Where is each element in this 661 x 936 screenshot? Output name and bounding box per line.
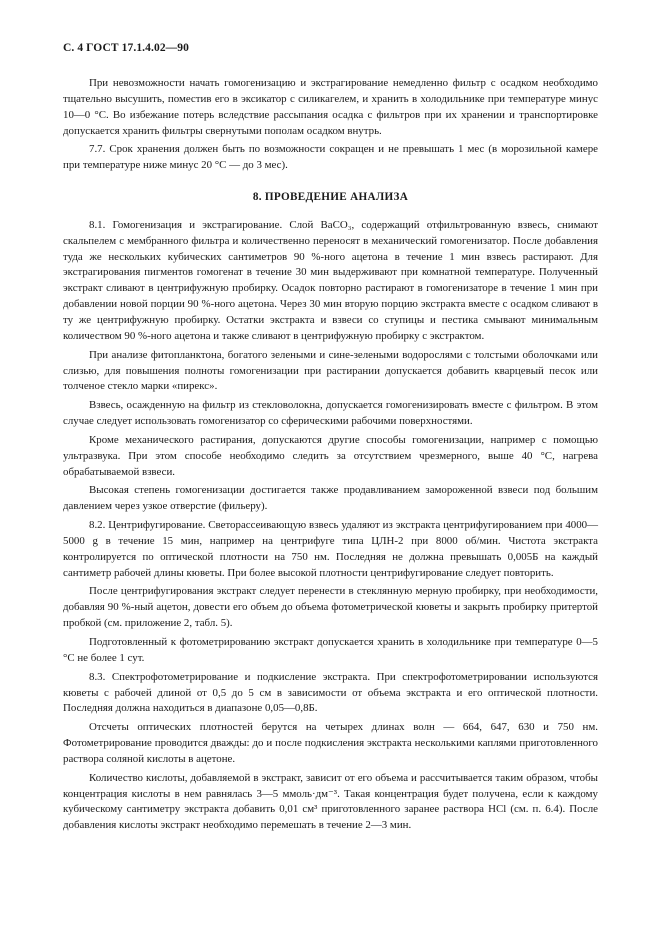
section-title: 8. ПРОВЕДЕНИЕ АНАЛИЗА xyxy=(252,191,409,204)
paragraph: При анализе фитопланктона, богатого зелеными и сине-зелеными водорослями с толстыми оболочками или слизью, для повышения полноты гомогенизации при растирании допускается добавить кварцевый песок или толченое стекло марки «пирекс». xyxy=(63,348,598,393)
paragraph: Отсчеты оптических плотностей берутся на четырех длинах волн — 664, 647, 630 и 750 нм. Фотометрирование проводится дважды: до и после подкисления экстракта несколькими каплями приготовленного раствора соляной кислоты в ацетоне. xyxy=(63,721,598,765)
paragraph: Высокая степень гомогенизации достигается также продавливанием замороженной взвеси под большим давлением через узкое отверстие (фильеру). xyxy=(63,484,598,513)
page-header: С. 4 ГОСТ 17.1.4.02—90 xyxy=(63,42,189,54)
document-body xyxy=(63,76,598,834)
paragraph: Взвесь, осажденную на фильтр из стекловолокна, допускается гомогенизировать вместе с фильтром. В этом случае следует использовать гомогенизатор со сферическими рабочими поверхностями. xyxy=(63,399,598,428)
paragraph: При невозможности начать гомогенизацию и экстрагирование немедленно фильтр с осадком необходимо тщательно высушить, поместив его в эксикатор с силикагелем, и хранить в холодильнике при температуре минус 10—0 °С. Во избежание потерь вследствие рассыпания осадка с фильтров при их хранении и транспортировке допускается хранить фильтры свернутыми пополам осадком внутрь. xyxy=(63,77,598,137)
paragraph: Подготовленный к фотометрированию экстракт допускается хранить в холодильнике при температуре 0—5 °С не более 1 сут. xyxy=(63,636,598,664)
paragraph: 8.2. Центрифугирование. Светорассеивающую взвесь удаляют из экстракта центрифугированием при 4000—5000 g в течение 15 мин, например на центрифуге типа ЦЛН-2 при 8000 об/мин. Чистота экстракта контролируется по оптической плотности на 750 нм. Последняя не должна превышать 0,005Б на каждый сантиметр рабочей длины кюветы. При более высокой плотности центрифугирование следует повторить. xyxy=(63,519,598,579)
paragraph: Количество кислоты, добавляемой в экстракт, зависит от его объема и рассчитывается таким образом, чтобы концентрация кислоты в нем равнялась 3—5 ммоль·дм⁻³. Такая концентрация будет получена, если к каждому кубическому сантиметру экстракта добавить 0,01 см³ приготовленного заранее раствора HCl (см. п. 6.4). После добавления кислоты экстракт необходимо перемешать в течение 2—3 мин. xyxy=(63,771,598,832)
paragraph: 8.3. Спектрофотометрирование и подкисление экстракта. При спектрофотометрировании используются кюветы с рабочей длиной от 0,5 до 5 см в зависимости от объема экстракта и его оптической плотности. Последняя должна находиться в диапазоне 0,05—0,8Б. xyxy=(63,670,598,715)
paragraph: 7.7. Срок хранения должен быть по возможности сокращен и не превышать 1 мес (в морозильной камере при температуре ниже минус 20 °С — до 3 мес). xyxy=(63,143,598,172)
paragraph: Кроме механического растирания, допускаются другие способы гомогенизации, например с помощью ультразвука. При этом способе необходимо следить за отсутствием чрезмерного, выше 40 °С, нагрева обрабатываемой взвеси. xyxy=(63,433,598,478)
paragraph: 8.1. Гомогенизация и экстрагирование. Слой BaCO₃, содержащий отфильтрованную взвесь, снимают скальпелем с мембранного фильтра и количественно переносят в механический гомогенизатор. После добавления туда же нескольких кубических сантиметров 90 %-ного ацетона в течение 1 мин взвесь растирают. Для экстрагирования пигментов гомогенат в течение 30 мин выдерживают при комнатной температуре. Полученный экстракт сливают в центрифужную пробирку. Осадок повторно растирают в гомогенизаторе в течение 1 мин при добавлении новой порции 90 %-ного ацетона. Через 30 мин вторую порцию экстракта вместе с осадком сливают в ту же центрифужную пробирку. Остатки экстракта и взвеси со ступицы и пестика смывают минимальным количеством 90 %-ного ацетона и также сливают в центрифужную пробирку с экстрактом. xyxy=(63,218,598,342)
paragraph: После центрифугирования экстракт следует перенести в стеклянную мерную пробирку, при необходимости, добавляя 90 %-ный ацетон, довести его объем до объема фотометрической кюветы и закрыть пробирку притертой пробкой (см. приложение 2, табл. 5). xyxy=(63,585,598,630)
